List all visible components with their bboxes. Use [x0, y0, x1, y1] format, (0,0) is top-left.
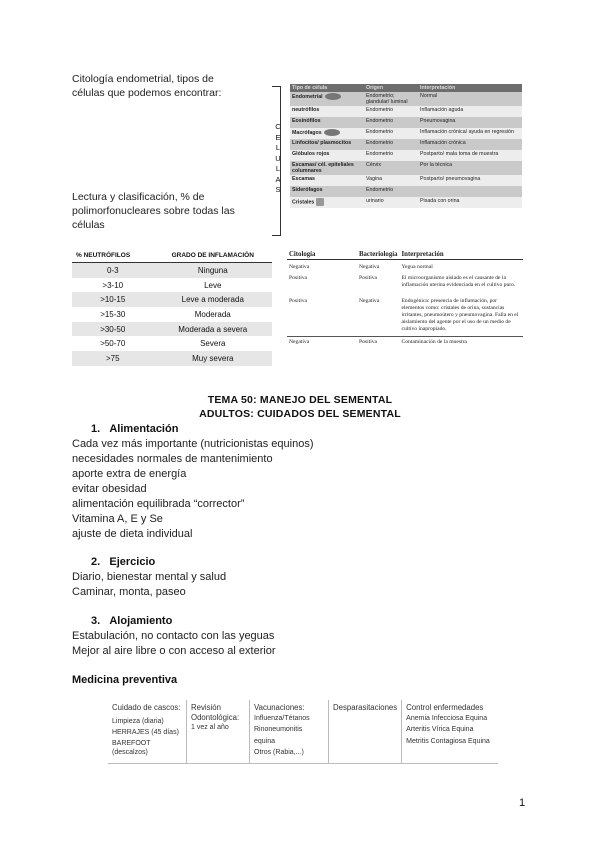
table-header-row: [290, 84, 522, 92]
column-title: Vacunaciones:: [254, 703, 305, 712]
column-item: Otros (Rabia,...): [254, 749, 304, 756]
inflammation-grade: Moderada a severa: [154, 322, 272, 337]
vertical-letter: L: [275, 164, 281, 173]
neutro-range: >50-70: [100, 339, 126, 349]
cell-origin: Endometrio; glandular/ luminal: [364, 92, 418, 106]
desparasitaciones-cell: [329, 700, 402, 763]
cell-interp: Postparto/ mala toma de muestra: [418, 150, 522, 161]
section-number: 3.: [91, 615, 101, 627]
cell-interp: Postparto/ pneumovagina: [418, 175, 522, 186]
body-line: Vitamina A, E y Se: [72, 513, 163, 525]
table-header-row: [287, 250, 523, 260]
column-item: 1 vez al año: [191, 724, 229, 731]
neutro-range: >10-15: [72, 292, 154, 307]
cell-interp: Inflamación crónica/ ayuda en regresión: [418, 128, 522, 139]
table-row: [287, 296, 523, 336]
column-item: Metritis Contagiosa Equina: [406, 737, 490, 745]
cell-interp: Pisada con orina: [418, 197, 522, 208]
citologia-intro-line: células que podemos encontrar:: [72, 87, 222, 99]
table-row: [290, 92, 522, 106]
col-header: % NEUTRÓFILOS: [72, 248, 154, 263]
column-item: BAREFOOT (descalzos): [112, 739, 151, 756]
page-number: 1: [519, 797, 526, 809]
table-row: [290, 175, 522, 186]
lectura-intro-line: células: [72, 219, 105, 231]
cell-origin: Endometrio: [364, 139, 418, 150]
section-number: 2.: [91, 556, 101, 568]
table-row: [290, 150, 522, 161]
table-row: [287, 273, 523, 297]
cell-type: Endometrial: [292, 93, 323, 100]
body-line: alimentación equilibrada “corrector”: [72, 498, 245, 510]
column-item: Influenza/Tétanos: [254, 714, 310, 722]
table-row: [72, 336, 272, 351]
table-row: [72, 322, 272, 337]
page-subtitle: ADULTOS: CUIDADOS DEL SEMENTAL: [199, 408, 401, 420]
cell-type: Eosinófilos: [290, 117, 364, 128]
interpretacion-cell: Yegua normal: [401, 264, 433, 270]
section-heading-alimentacion: [91, 423, 178, 435]
inflammation-grade: Leve: [204, 280, 222, 290]
vacunaciones-cell: [250, 700, 329, 763]
cell-interp: Pneumovagina: [418, 117, 522, 128]
col-header: Interpretación: [400, 250, 523, 260]
neutro-range: 0-3: [72, 263, 154, 278]
table-row: [72, 263, 272, 278]
inflammation-grade: Leve a moderada: [154, 292, 272, 307]
inflammation-grade: Ninguna: [154, 263, 272, 278]
bacteriologia-cell: Positiva: [359, 274, 378, 281]
body-line: Estabulación, no contacto con las yeguas: [72, 630, 275, 642]
cell-micrograph-icon: [324, 129, 340, 136]
body-line: Diario, bienestar mental y salud: [72, 571, 227, 583]
body-line: ajuste de dieta individual: [72, 528, 193, 540]
cell-type: Macrófagos: [292, 129, 322, 136]
citologia-cell: Positiva: [289, 298, 308, 305]
lectura-intro-line: polimorfonucleares sobre todas las: [72, 205, 235, 217]
neutro-range: >3-10: [102, 280, 124, 290]
body-line: Caminar, monta, paseo: [72, 586, 186, 598]
col-header: Tipo de célula: [290, 84, 364, 92]
neutro-range: >75: [72, 351, 154, 366]
section-heading-ejercicio: [91, 556, 155, 568]
cell-type: Siderófagos: [290, 186, 364, 197]
body-line: Cada vez más importante (nutricionistas equinos): [72, 438, 314, 450]
interpretacion-cell: Endogénica: presencia de inflamación, por elementos como: cristales de orina, sustancias irritantes, pneumoútero y pneumovagina. Falla en el aislamiento del agente por el uso de un medio de cultivo inapropiado.: [401, 298, 519, 332]
neutro-range: >30-50: [72, 322, 154, 337]
table-row: [108, 700, 498, 763]
cell-origin: Endometrio: [364, 186, 418, 197]
body-line: aporte extra de energía: [72, 468, 187, 480]
table-row: [72, 351, 272, 366]
col-header: Bacteriología: [359, 251, 398, 258]
cell-interp: Inflamación aguda: [418, 106, 522, 117]
column-item: Anemia Infecciosa Equina: [406, 714, 488, 722]
column-title: Cuidado de cascos:: [112, 703, 181, 712]
table-row: [72, 292, 272, 307]
column-title: Control enfermedades: [406, 703, 484, 712]
bacteriologia-cell: Negativa: [359, 298, 380, 305]
interpretation-table: [287, 250, 523, 348]
table-row: [72, 307, 272, 322]
cell-origin: Cérvix: [364, 161, 418, 175]
table-row: [72, 278, 272, 293]
cascos-cell: [108, 700, 187, 763]
table-header-row: [72, 248, 272, 263]
table-row: [290, 161, 522, 175]
body-line: evitar obesidad: [72, 483, 147, 495]
cell-origin: Endometrio: [364, 150, 418, 161]
vertical-letter: U: [275, 153, 281, 163]
table-row: [290, 128, 522, 139]
col-header: Interpretación: [418, 84, 522, 92]
neutro-range: >15-30: [100, 309, 126, 319]
section-title: Alojamiento: [109, 615, 173, 627]
cell-interp: Por la técnica: [418, 161, 522, 175]
table-row: [290, 106, 522, 117]
page-title: TEMA 50: MANEJO DEL SEMENTAL: [207, 394, 393, 406]
column-item: Limpieza (diaria): [112, 717, 164, 725]
vertical-letter: L: [275, 143, 281, 152]
crystal-micrograph-icon: [316, 198, 324, 206]
cell-types-table: [290, 84, 522, 208]
neutrophil-grade-table: [72, 248, 272, 366]
cell-type: Linfocitos/ plasmocitos: [290, 139, 364, 150]
section-heading-alojamiento: [91, 615, 172, 627]
table-row: [290, 139, 522, 150]
cell-type: Escamas/ cél. epiteliales columnares: [290, 161, 364, 175]
table-row: [290, 186, 522, 197]
table-row: [290, 117, 522, 128]
column-title: Desparasitaciones: [333, 703, 398, 712]
cell-type: Escamas: [290, 175, 364, 186]
vertical-letter: C: [275, 122, 281, 131]
vertical-letter: A: [275, 174, 281, 184]
col-header: Citología: [287, 250, 357, 260]
bacteriologia-cell: Negativa: [359, 264, 380, 270]
cell-interp: Inflamación crónica: [418, 139, 522, 150]
cell-origin: Endometrio: [364, 128, 418, 139]
column-item: Rinoneumonitis equina: [254, 726, 303, 745]
citologia-cell: Negativa: [287, 337, 357, 348]
inflammation-grade: Moderada: [194, 309, 231, 319]
citologia-cell: Negativa: [289, 264, 310, 270]
column-title: Revisión Odontológica:: [191, 703, 240, 722]
table-row: [287, 337, 523, 348]
control-enfermedades-cell: [402, 700, 498, 763]
bacteriologia-cell: Positiva: [357, 337, 400, 348]
section-number: 1.: [91, 423, 101, 435]
citologia-intro-line: Citología endometrial, tipos de: [72, 73, 214, 85]
cell-origin: Vagina: [364, 175, 418, 186]
table-row: [287, 260, 523, 273]
inflammation-grade: Muy severa: [154, 351, 272, 366]
cell-origin: Endometrio: [364, 106, 418, 117]
cell-origin: urinario: [364, 197, 418, 208]
cell-interp: [418, 186, 522, 197]
section-title: Alimentación: [109, 423, 179, 435]
citologia-intro: [72, 72, 221, 100]
medicina-heading: Medicina preventiva: [72, 674, 178, 686]
cells-vertical-label: [274, 122, 282, 196]
body-line: Mejor al aire libre o con acceso al exterior: [72, 645, 276, 657]
inflammation-grade: Severa: [200, 339, 226, 349]
odontologia-cell: [187, 700, 250, 763]
table-row: [290, 197, 522, 208]
interpretacion-cell: Contaminación de la muestra: [400, 337, 523, 348]
column-item: HERRAJES (45 días): [112, 729, 179, 736]
cell-type: neutrófilos: [290, 106, 364, 117]
cell-type: Cristales: [292, 199, 315, 206]
section-title: Ejercicio: [109, 556, 156, 568]
lectura-intro-line: Lectura y clasificación, % de: [72, 191, 205, 203]
vertical-letter: E: [275, 132, 281, 142]
col-header: Origen: [364, 84, 418, 92]
body-line: necesidades normales de mantenimiento: [72, 453, 273, 465]
citologia-cell: Positiva: [289, 274, 308, 281]
medicina-preventiva-table: [108, 700, 498, 764]
cell-interp: Normal: [418, 92, 522, 106]
lectura-intro: [72, 190, 235, 232]
vertical-letter: S: [275, 185, 281, 194]
cell-micrograph-icon: [325, 93, 341, 100]
col-header: GRADO DE INFLAMACIÓN: [154, 248, 272, 263]
interpretacion-cell: El microorganismo aislado es el causante de la inflamación uterina evidenciada en el cultivo puro.: [401, 274, 516, 288]
cell-origin: Endometrio: [364, 117, 418, 128]
column-item: Arteritis Vírica Equina: [406, 726, 474, 733]
cell-type: Glóbulos rojos: [290, 150, 364, 161]
